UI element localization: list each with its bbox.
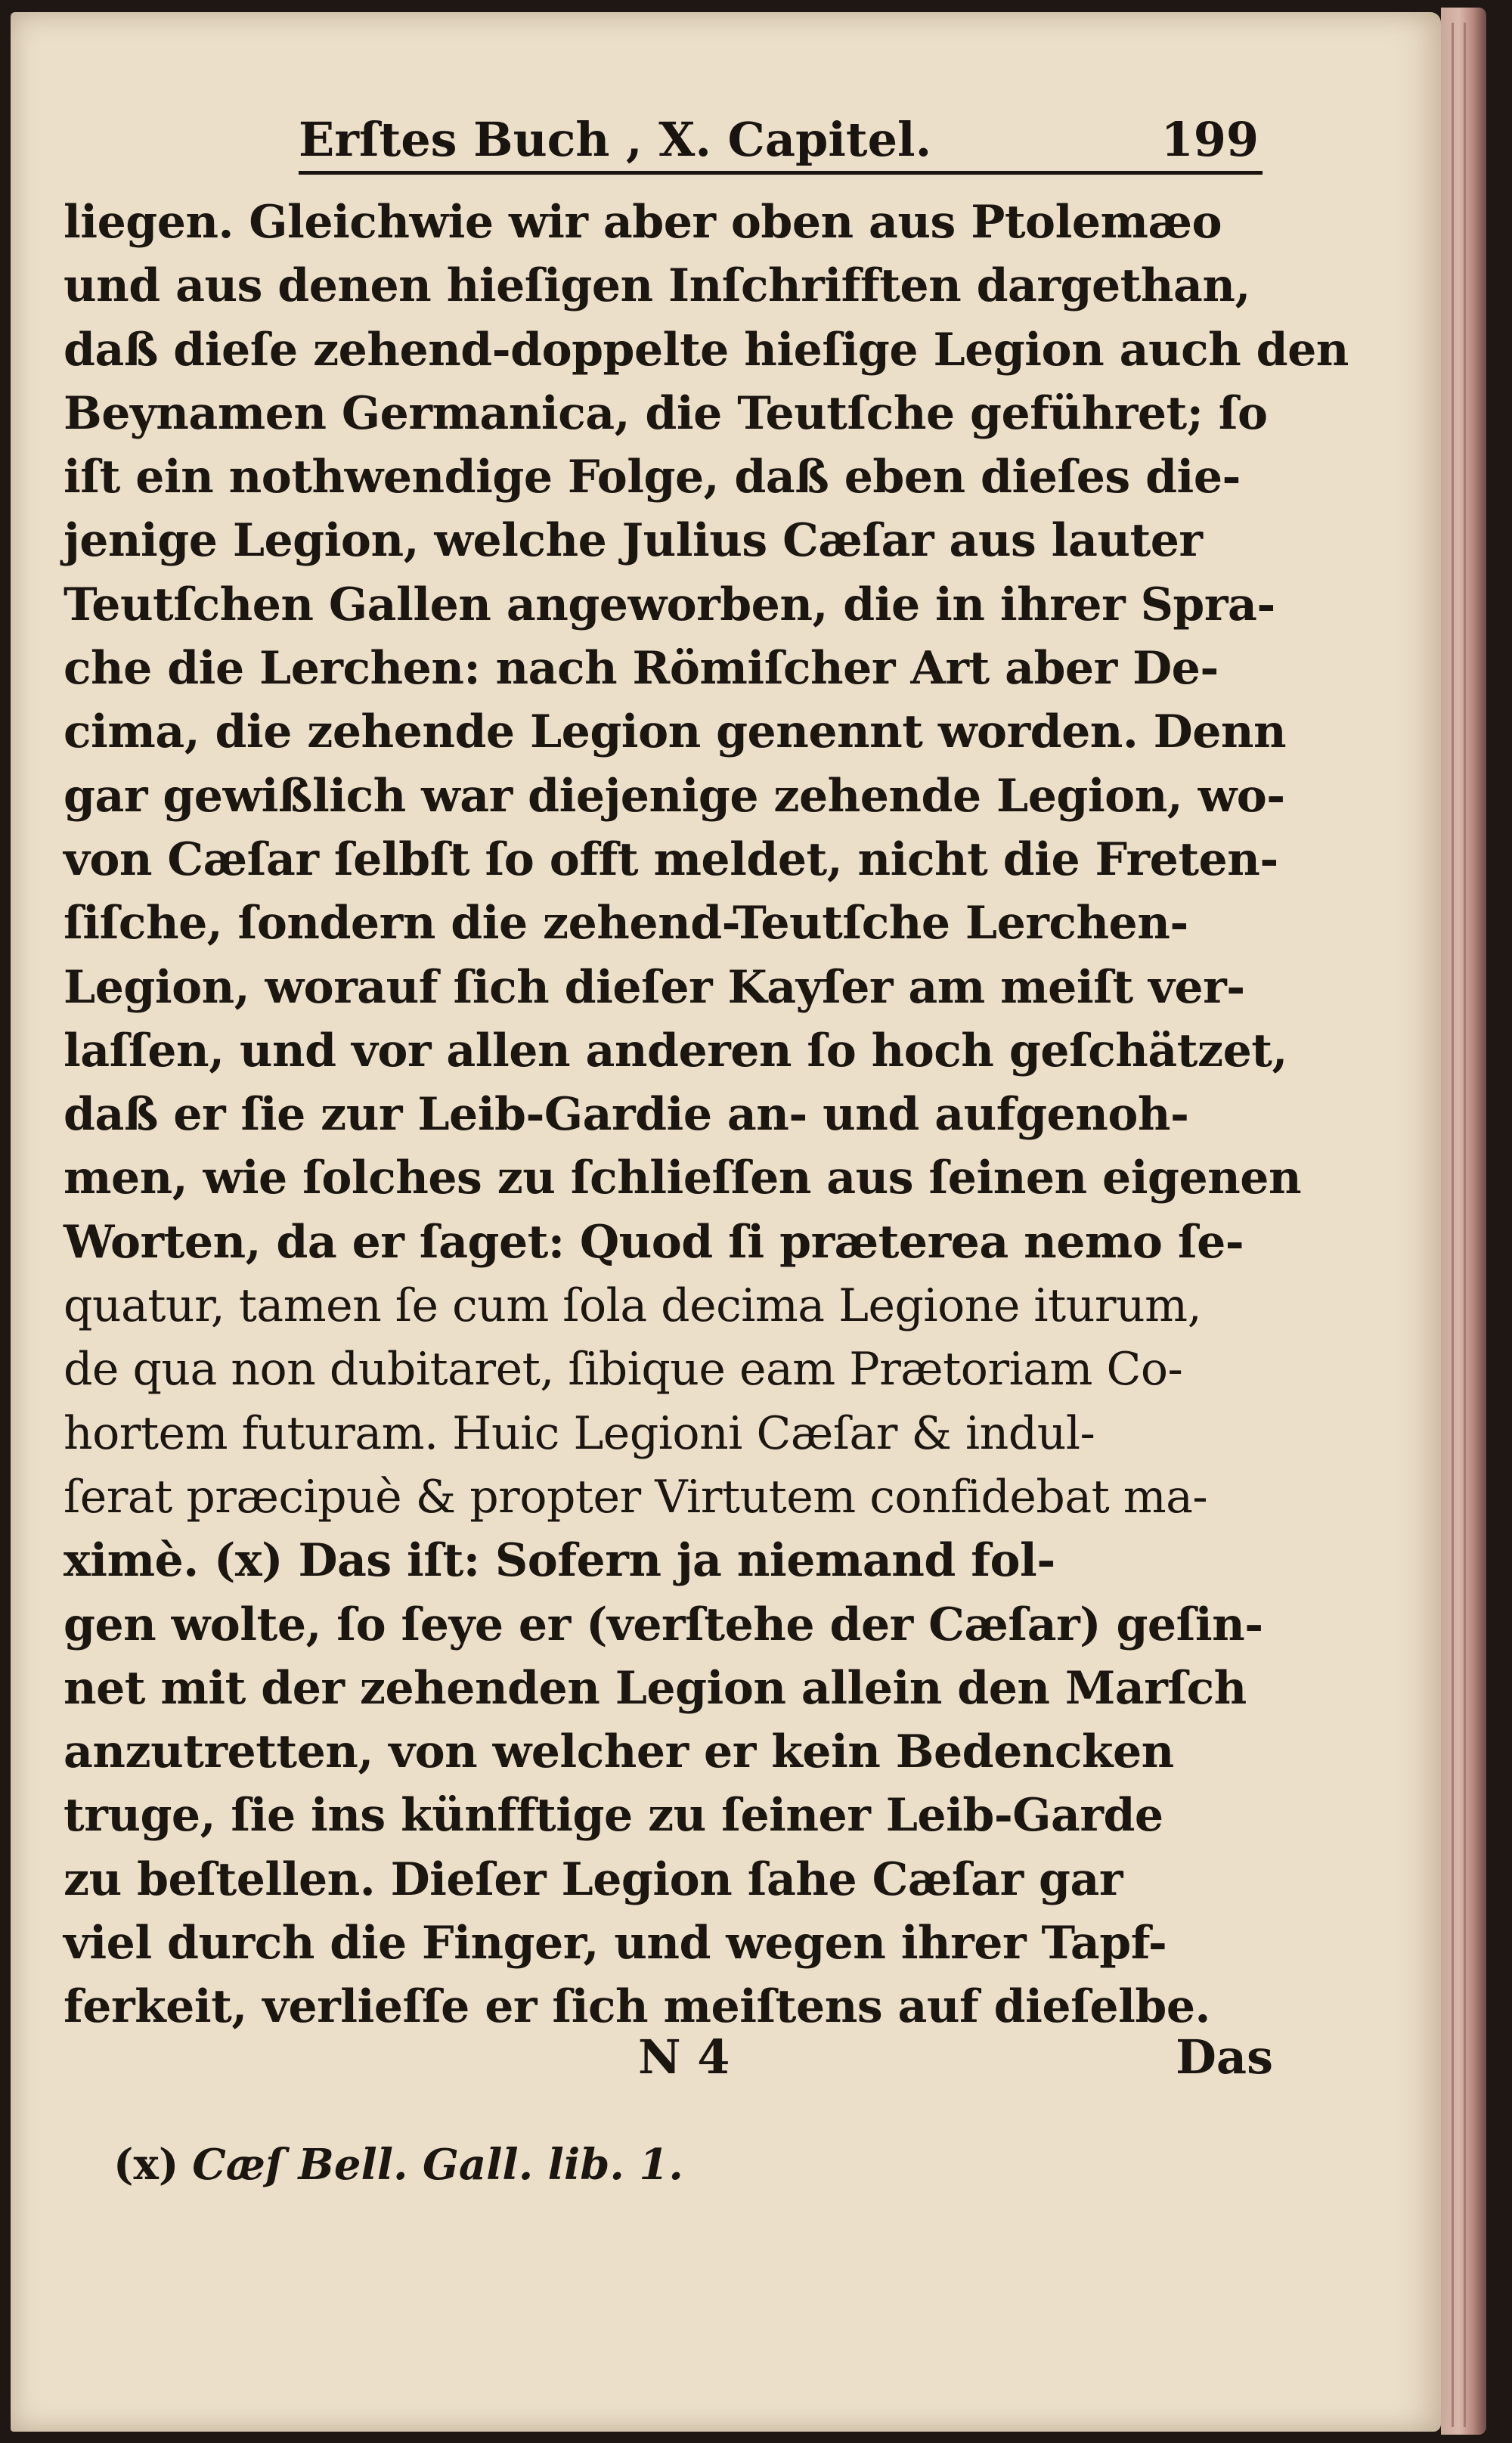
footnote-mark: (x) (113, 2140, 179, 2190)
text-line: ximè. (x) Das iſt: Sofern ja niemand fol- (64, 1534, 1055, 1588)
text-line: iſt ein nothwendige Folge, daß eben dieſes die- (64, 451, 1241, 504)
header-rule (299, 171, 1263, 175)
text-line: daß er ſie zur Leib-Gardie an- und aufgenoh- (64, 1088, 1189, 1142)
latin-quote-line: ſerat præcipuè & propter Virtutem confidebat ma- (64, 1470, 1208, 1524)
page-edge-line (1452, 23, 1454, 2427)
text-line: ferkeit, verlieſſe er ſich meiſtens auf dieſelbe. (64, 1980, 1210, 2034)
latin-quote-line: de qua non dubitaret, ſibique eam Prætoriam Co- (64, 1343, 1183, 1397)
text-line: truge, ſie ins künfftige zu ſeiner Leib-Garde (64, 1789, 1163, 1843)
running-head-title: Erſtes Buch , X. Capitel. (299, 112, 932, 167)
text-line: liegen. Gleichwie wir aber oben aus Ptolemæo (64, 196, 1222, 249)
text-line: men, wie ſolches zu ſchlieſſen aus ſeinen eigenen (64, 1152, 1302, 1205)
text-line: von Cæſar ſelbſt ſo offt meldet, nicht die Freten- (64, 832, 1278, 886)
text-line: daß dieſe zehend-doppelte hieſige Legion auch den (64, 323, 1349, 377)
book-page-edges (1441, 8, 1486, 2435)
latin-quote-line: hortem futuram. Huic Legioni Cæſar & indul- (64, 1406, 1095, 1460)
text-line: jenige Legion, welche Julius Cæſar aus lauter (64, 514, 1203, 568)
footnote (113, 2140, 683, 2190)
page-foot (64, 2029, 1273, 2097)
text-line: und aus denen hieſigen Inſchrifften dargethan, (64, 259, 1250, 313)
body-text (64, 191, 1349, 2039)
signature-mark: N 4 (638, 2029, 730, 2085)
text-line: ſiſche, ſondern die zehend-Teutſche Lerchen- (64, 897, 1188, 950)
page-edge-line (1464, 23, 1466, 2427)
text-line: gen wolte, ſo ſeye er (verſtehe der Cæſar) geſin- (64, 1598, 1263, 1651)
text-line: laſſen, und vor allen anderen ſo hoch geſchätzet, (64, 1024, 1287, 1077)
footnote-text: Cæſ Bell. Gall. lib. 1. (192, 2140, 683, 2190)
running-head (299, 104, 1259, 172)
text-line: cima, die zehende Legion genennt worden. Denn (64, 705, 1287, 759)
text-line: anzutretten, von welcher er kein Bedencken (64, 1725, 1174, 1779)
text-line: che die Lerchen: nach Römiſcher Art aber De- (64, 642, 1219, 696)
text-line: Legion, worauf ſich dieſer Kayſer am meiſt ver- (64, 960, 1245, 1014)
text-line: net mit der zehenden Legion allein den Marſch (64, 1661, 1247, 1715)
text-line: viel durch die Finger, und wegen ihrer Tapf- (64, 1917, 1167, 1970)
text-line: zu beſtellen. Dieſer Legion ſahe Cæſar gar (64, 1852, 1123, 1906)
latin-quote-line: quatur, tamen ſe cum ſola decima Legione iturum, (64, 1279, 1202, 1333)
catchword: Das (1176, 2029, 1273, 2085)
text-line: Teutſchen Gallen angeworben, die in ihrer Spra- (64, 578, 1275, 631)
text-line: gar gewißlich war diejenige zehende Legion, wo- (64, 769, 1285, 823)
text-line: Worten, da er ſaget: Quod ſi præterea nemo ſe- (64, 1215, 1244, 1269)
page-number: 199 (1160, 112, 1259, 167)
text-line: Beynamen Germanica, die Teutſche geführet; ſo (64, 386, 1268, 440)
